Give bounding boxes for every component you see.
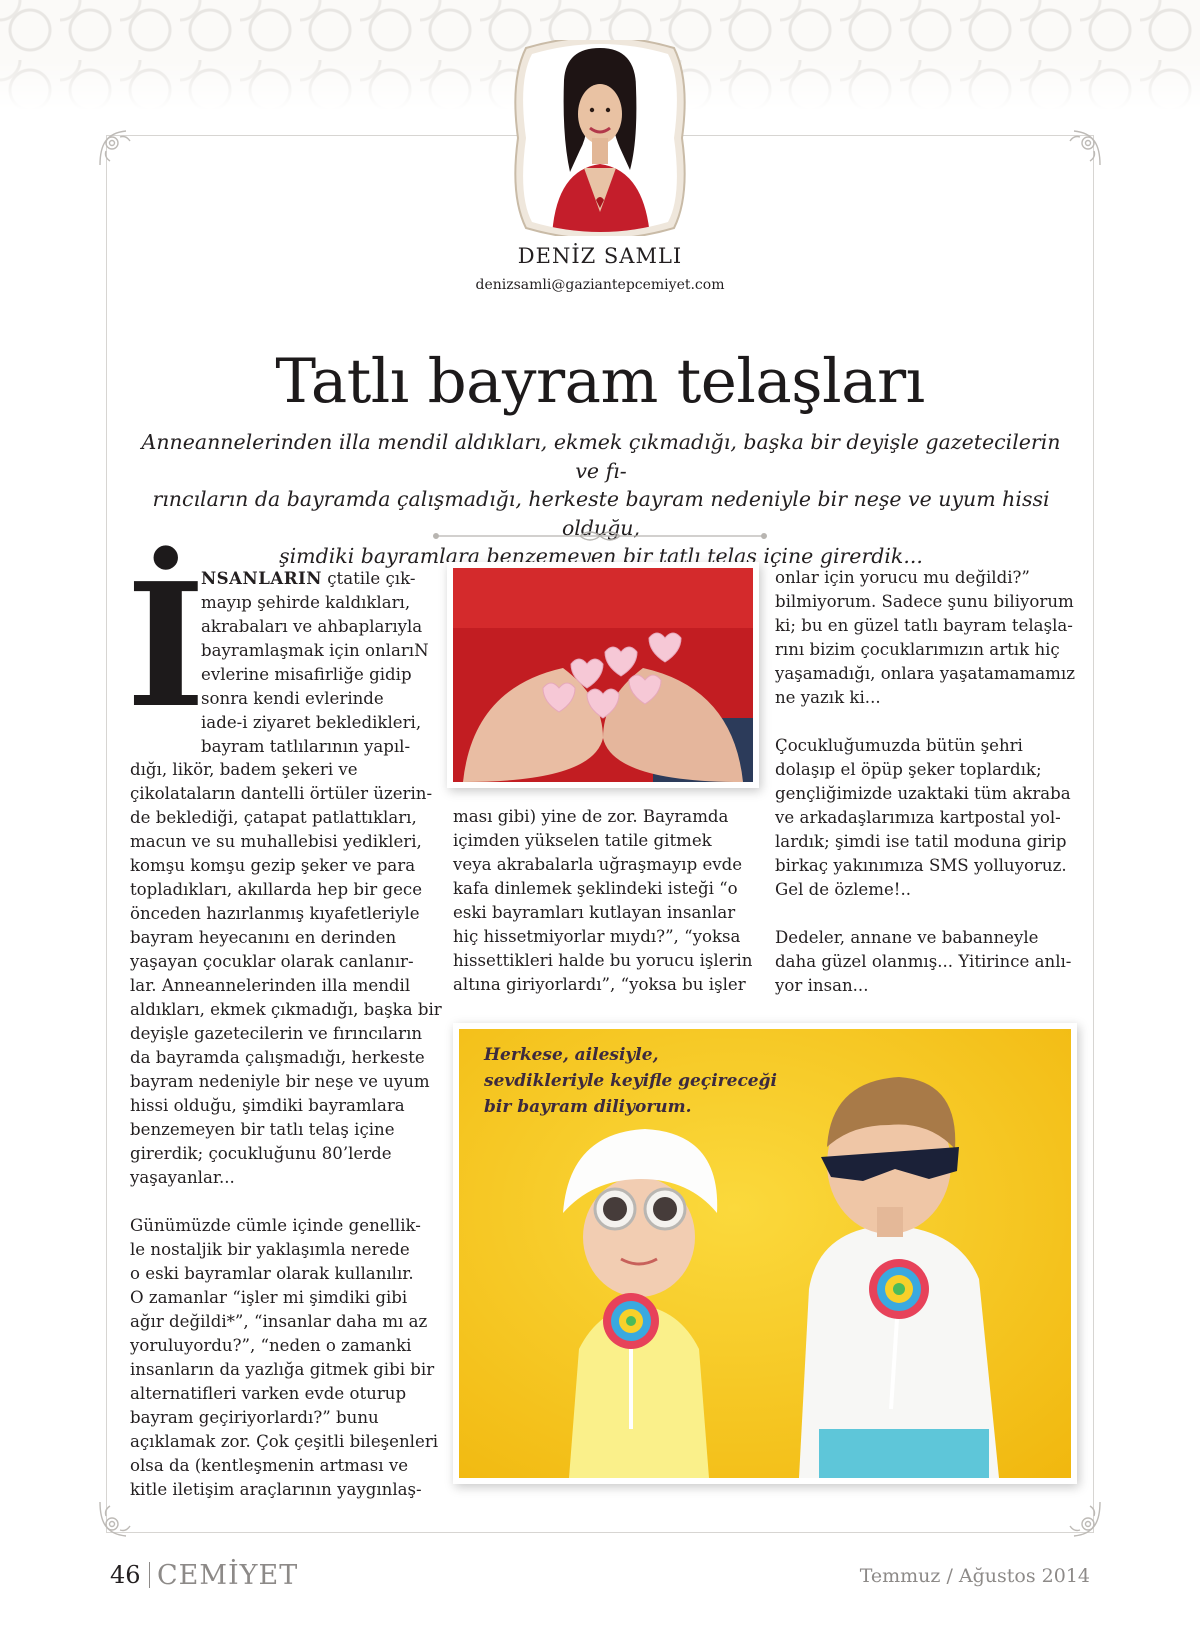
author-portrait [512,40,688,236]
text-line-rest: çtatile çık- [321,569,416,588]
text-line: bayramlaşmak için onlarıN [201,641,429,660]
text-line: önceden hazırlanmış kıyafetleriyle [130,904,420,923]
text-line: yaşayanlar... [130,1168,235,1187]
text-line: macun ve su muhallebisi yedikleri, [130,832,422,851]
text-line: iade-i ziyaret bekledikleri, [201,713,422,732]
text-line: aldıkları, ekmek çıkmadığı, başka bir [130,1000,442,1019]
caption-line: bir bayram diliyorum. [484,1097,692,1117]
text-line: hissettikleri halde bu yorucu işlerin [453,951,753,970]
text-line: bilmiyorum. Sadece şunu biliyorum [775,592,1074,611]
text-line: insanların da yazlığa gitmek gibi bir [130,1360,435,1379]
caption-line: sevdikleriyle keyifle geçireceği [484,1071,777,1091]
text-line: bayram geçiriyorlardı?” bunu [130,1408,379,1427]
issue-date: Temmuz / Ağustos 2014 [859,1565,1090,1587]
article-title: Tatlı bayram telaşları [275,346,925,417]
column-2 [453,805,753,997]
text-line: ağır değildi*”, “insanlar daha mı az [130,1312,428,1331]
column-1-intro [201,566,429,759]
corner-ornament-top-left [96,125,140,169]
text-line: eski bayramları kutlayan insanlar [453,903,736,922]
hands-marshmallow-photo [453,568,753,782]
corner-ornament-bottom-left [96,1498,140,1542]
text-line: Günümüzde cümle içinde genellik- [130,1216,421,1235]
text-line: ki; bu en güzel tatlı bayram telaşla- [775,616,1073,635]
text-line: benzemeyen bir tatlı telaş içine [130,1120,395,1139]
text-line: daha güzel olanmış... Yitirince anlı- [775,952,1072,971]
text-line: topladıkları, akıllarda hep bir gece [130,880,423,899]
text-line: olsa da (kentleşmenin artması ve [130,1456,409,1475]
text-line: lar. Anneannelerinden illa mendil [130,976,411,995]
text-line: Dedeler, annane ve babanneyle [775,928,1039,947]
column-1-body [130,758,442,1502]
text-line: ve arkadaşlarımıza kartpostal yol- [775,808,1061,827]
magazine-name: CEMİYET [157,1560,299,1591]
article-lead [134,428,1068,571]
text-line: birkaç yakınımıza SMS yolluyoruz. [775,856,1067,875]
text-line: yoruluyordu?”, “neden o zamanki [130,1336,412,1355]
text-line: hiç hissetmiyorlar mıydı?”, “yoksa [453,927,741,946]
dropcap-word: NSANLARIN [201,568,322,588]
text-line: veya akrabalarla uğraşmayıp evde [453,855,743,874]
text-line: Çocukluğumuzda bütün şehri [775,736,1023,755]
text-line: gençliğimizde uzaktaki tüm akraba [775,784,1071,803]
text-line: dığı, likör, badem şekeri ve [130,760,358,779]
page-number: 46 [110,1561,141,1589]
text-line: Gel de özleme!.. [775,880,912,899]
text-line: dolaşıp el öpüp şeker toplardık; [775,760,1042,779]
corner-ornament-bottom-right [1060,1498,1104,1542]
text-line: açıklamak zor. Çok çeşitli bileşenleri [130,1432,439,1451]
dropcap-letter: İ [126,546,206,746]
text-line: alternatifleri varken evde oturup [130,1384,407,1403]
text-line: yaşamadığı, onlara yaşatamamamız [775,664,1075,683]
lead-line: Anneannelerinden illa mendil aldıkları, ekmek çıkmadığı, başka bir deyişle gazetecilerin ve fı- [141,430,1061,483]
text-line: bayram nedeniyle bir neşe ve uyum [130,1072,430,1091]
footer-separator [149,1562,150,1588]
text-line: kafa dinlemek şeklindeki isteği “o [453,879,738,898]
text-line [201,566,429,591]
caption-line: Herkese, ailesiyle, [484,1045,659,1065]
text-line: sonra kendi evlerinde [201,689,384,708]
text-line: le nostaljik bir yaklaşımla nerede [130,1240,410,1259]
text-line: çikolataların dantelli örtüler üzerin- [130,784,433,803]
lead-line: şimdiki bayramlara benzemeyen bir tatlı telaş içine girerdik... [279,544,923,568]
text-line: onlar için yorucu mu değildi?” [775,568,1030,587]
text-line: rını bizim çocuklarımızın artık hiç [775,640,1060,659]
author-email: denizsamli@gaziantepcemiyet.com [475,277,725,293]
text-line: O zamanlar “işler mi şimdiki gibi [130,1288,408,1307]
text-line: altına giriyorlardı”, “yoksa bu işler [453,975,746,994]
text-line: bayram tatlılarının yapıl- [201,737,411,756]
text-line: deyişle gazetecilerin ve fırıncıların [130,1024,423,1043]
text-line: mayıp şehirde kaldıkları, [201,593,411,612]
corner-ornament-top-right [1060,125,1104,169]
text-line: akrabaları ve ahbaplarıyla [201,617,423,636]
author-name: DENİZ SAMLI [517,244,683,268]
text-line: yor insan... [775,976,869,995]
text-line: ması gibi) yine de zor. Bayramda [453,807,729,826]
ornamental-divider [430,527,770,545]
text-line: evlerine misafirliğe gidip [201,665,412,684]
text-line: yaşayan çocuklar olarak canlanır- [130,952,414,971]
text-line: hissi olduğu, şimdiki bayramlara [130,1096,405,1115]
text-line: ne yazık ki... [775,688,881,707]
text-line: içimden yükselen tatile gitmek [453,831,712,850]
text-line: bayram heyecanını en derinden [130,928,397,947]
lead-line: rıncıların da bayramda çalışmadığı, herkeste bayram nedeniyle bir neşe ve uyum hissi olduğu, [152,487,1050,540]
text-line: de beklediği, çatapat patlattıkları, [130,808,417,827]
text-line: lardık; şimdi ise tatil moduna girip [775,832,1067,851]
text-line: kitle iletişim araçlarının yaygınlaş- [130,1480,422,1499]
text-line: girerdik; çocukluğunu 80’lerde [130,1144,392,1163]
photo-caption [484,1042,804,1120]
column-3 [775,566,1075,998]
text-line: da bayramda çalışmadığı, herkeste [130,1048,425,1067]
text-line: o eski bayramlar olarak kullanılır. [130,1264,414,1283]
text-line: komşu komşu gezip şeker ve para [130,856,416,875]
